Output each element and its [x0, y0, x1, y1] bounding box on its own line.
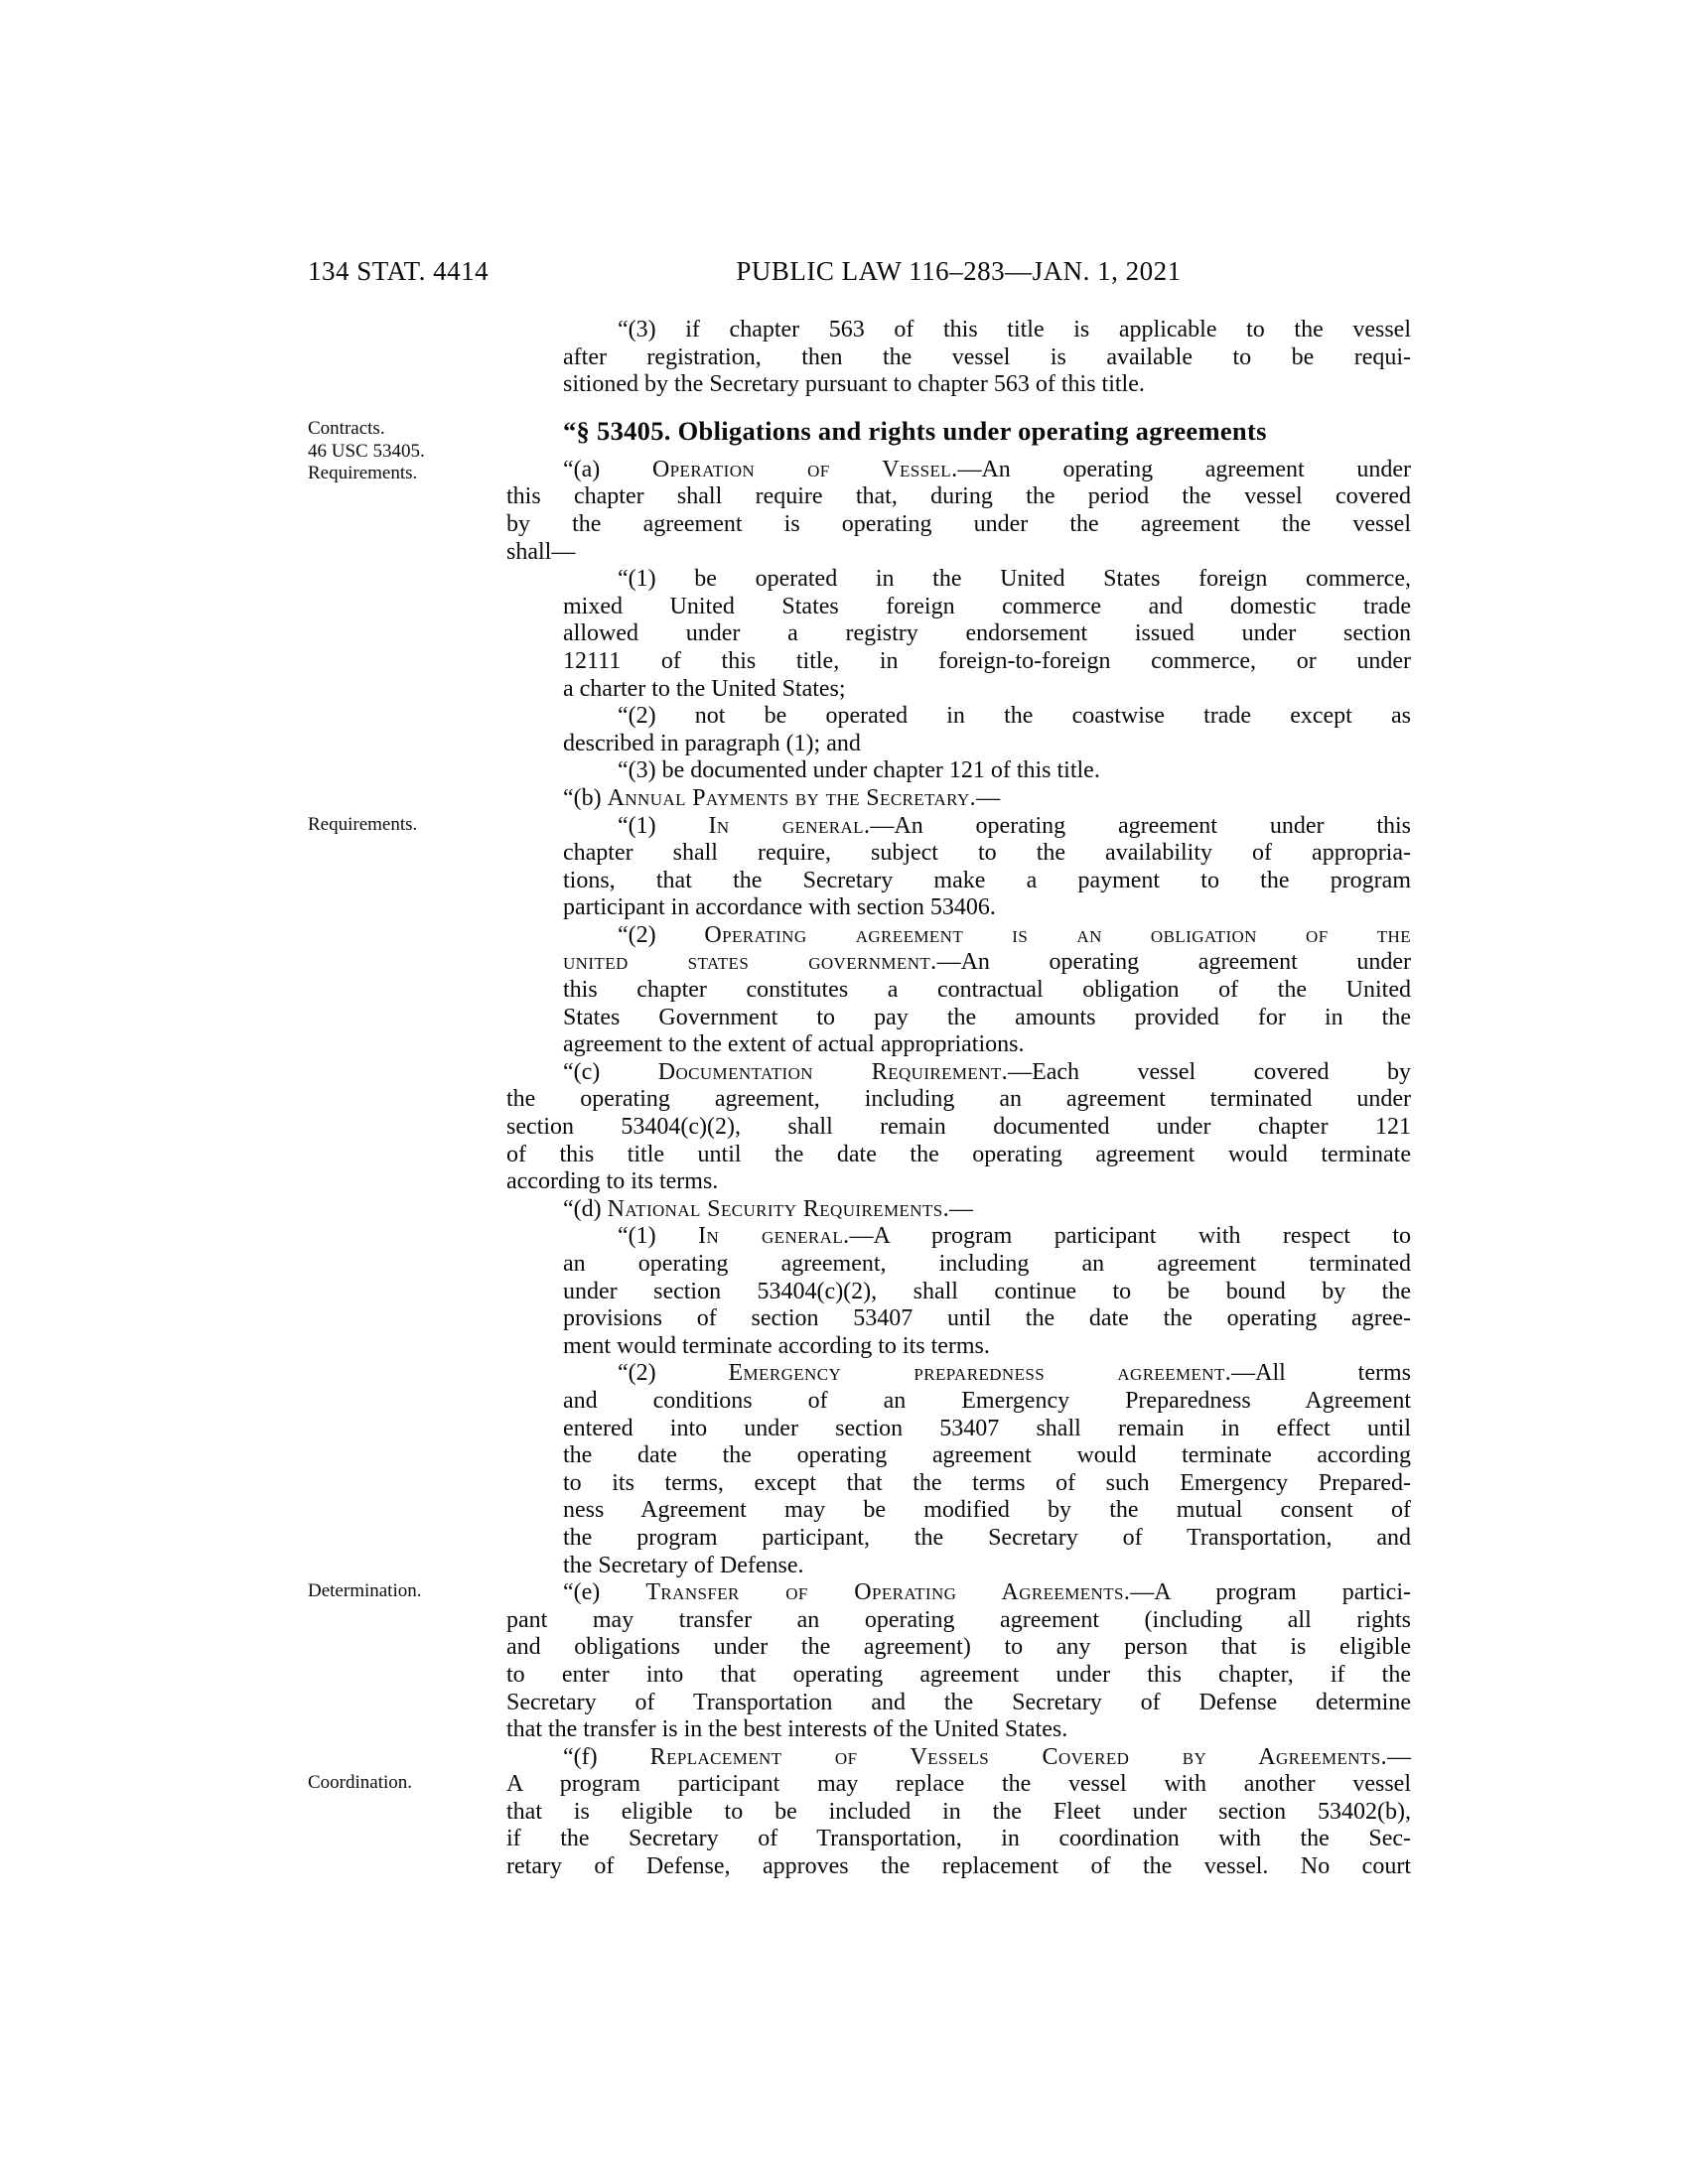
paragraph — [506, 457, 1411, 566]
text-line: Secretary of Transportation and the Secretary of Defense determine — [506, 1689, 1411, 1715]
text-line: and conditions of an Emergency Preparedness Agreement — [563, 1387, 1411, 1414]
text-line: to its terms, except that the terms of such Emergency Prepared- — [563, 1469, 1411, 1496]
text-line: States Government to pay the amounts provided for in the — [563, 1004, 1411, 1030]
text-line: chapter shall require, subject to the availability of appropria- — [563, 840, 1411, 867]
text-line: united states government.—An operating agreement under — [563, 949, 1411, 976]
text-line: “(3) be documented under chapter 121 of this title. — [618, 757, 1100, 784]
text-line: pant may transfer an operating agreement (including all rights — [506, 1606, 1411, 1633]
text-line: participant in accordance with section 53406. — [563, 894, 996, 921]
paragraph — [506, 757, 1411, 785]
paragraph — [506, 317, 1411, 399]
text-line: and obligations under the agreement) to any person that is eligible — [506, 1634, 1411, 1661]
text-line: the operating agreement, including an agreement terminated under — [506, 1086, 1411, 1113]
text-line: “(b) Annual Payments by the Secretary.— — [563, 784, 1001, 811]
text-line: if the Secretary of Transportation, in coordination with the Sec- — [506, 1826, 1411, 1852]
text-line: “(2) Operating agreement is an obligation of the — [618, 921, 1411, 948]
section-heading — [506, 416, 1411, 446]
text-line: sitioned by the Secretary pursuant to chapter 563 of this title. — [563, 371, 1145, 398]
text-line: the program participant, the Secretary of Transportation, and — [563, 1524, 1411, 1551]
paragraph — [506, 1744, 1411, 1881]
paragraph — [506, 922, 1411, 1059]
text-line: the date the operating agreement would terminate according — [563, 1442, 1411, 1469]
paragraph — [506, 813, 1411, 922]
text-line: allowed under a registry endorsement issued under section — [563, 620, 1411, 647]
paragraph — [506, 1360, 1411, 1579]
margin-note-line: Determination. — [308, 1580, 422, 1601]
text-line: provisions of section 53407 until the date the operating agree- — [563, 1305, 1411, 1332]
text-line: “(e) Transfer of Operating Agreements.—A program partici- — [563, 1579, 1411, 1606]
text-line: retary of Defense, approves the replacement of the vessel. No court — [506, 1853, 1411, 1880]
text-line: under section 53404(c)(2), shall continue to be bound by the — [563, 1278, 1411, 1304]
margin-note-line: Requirements. — [308, 463, 418, 483]
text-line: agreement to the extent of actual appropriations. — [563, 1031, 1025, 1058]
text-line: that is eligible to be included in the Fleet under section 53402(b), — [506, 1798, 1411, 1825]
text-line: 12111 of this title, in foreign-to-foreign commerce, or under — [563, 647, 1411, 674]
text-line: the Secretary of Defense. — [563, 1552, 804, 1578]
text-line: shall— — [506, 538, 576, 565]
text-line: “(1) In general.—A program participant with respect to — [618, 1223, 1412, 1250]
text-line: section 53404(c)(2), shall remain documented under chapter 121 — [506, 1114, 1411, 1141]
text-line: “(1) be operated in the United States foreign commerce, — [618, 566, 1411, 593]
text-line: entered into under section 53407 shall remain in effect until — [563, 1415, 1411, 1441]
paragraph — [506, 1223, 1411, 1360]
public-law-running-head: PUBLIC LAW 116–283—JAN. 1, 2021 — [736, 256, 1182, 286]
text-line: by the agreement is operating under the agreement the vessel — [506, 510, 1411, 537]
paragraph — [506, 566, 1411, 703]
stat-page-number: 134 STAT. 4414 — [308, 256, 490, 286]
margin-note-line: 46 USC 53405. — [308, 440, 425, 462]
text-line: “(a) Operation of Vessel.—An operating agreement under — [563, 456, 1411, 482]
margin-note-requirements — [308, 814, 498, 837]
margin-note-line: Requirements. — [308, 814, 418, 835]
text-line: mixed United States foreign commerce and domestic trade — [563, 593, 1411, 619]
text-line: “(c) Documentation Requirement.—Each vessel covered by — [563, 1058, 1411, 1085]
paragraph — [506, 1579, 1411, 1744]
text-line: “(d) National Security Requirements.— — [563, 1195, 973, 1222]
text-line: described in paragraph (1); and — [563, 730, 861, 756]
margin-note-line: Coordination. — [308, 1772, 413, 1793]
text-line: ment would terminate according to its terms. — [563, 1332, 990, 1359]
text-line: after registration, then the vessel is available to be requi- — [563, 343, 1411, 370]
text-line: “(f) Replacement of Vessels Covered by Agreements.— — [563, 1743, 1411, 1770]
margin-note-coordination — [308, 1772, 498, 1795]
text-line: according to its terms. — [506, 1168, 719, 1195]
text-line: “(2) not be operated in the coastwise trade except as — [618, 703, 1411, 730]
text-line: a charter to the United States; — [563, 675, 846, 702]
text-line: that the transfer is in the best interests of the United States. — [506, 1716, 1068, 1743]
document-body — [506, 317, 1411, 1881]
text-line: “(2) Emergency preparedness agreement.—All terms — [618, 1360, 1411, 1387]
text-line: “(3) if chapter 563 of this title is applicable to the vessel — [618, 317, 1411, 342]
paragraph — [506, 1196, 1411, 1224]
margin-note-contracts — [308, 418, 498, 485]
text-line: this chapter constitutes a contractual obligation of the United — [563, 977, 1411, 1004]
text-line: this chapter shall require that, during the period the vessel covered — [506, 483, 1411, 510]
text-line: A program participant may replace the vessel with another vessel — [506, 1771, 1411, 1798]
margin-note-line: Contracts. — [308, 418, 385, 439]
margin-note-determination — [308, 1580, 498, 1603]
text-line: “(1) In general.—An operating agreement under this — [618, 812, 1411, 839]
text-line: an operating agreement, including an agreement terminated — [563, 1251, 1411, 1277]
paragraph — [506, 785, 1411, 813]
text-line: of this title until the date the operating agreement would terminate — [506, 1141, 1411, 1167]
paragraph — [506, 1059, 1411, 1196]
text-line: tions, that the Secretary make a payment to the program — [563, 867, 1411, 893]
paragraph — [506, 703, 1411, 757]
text-line: to enter into that operating agreement under this chapter, if the — [506, 1661, 1411, 1688]
text-line: “§ 53405. Obligations and rights under operating agreements — [563, 415, 1267, 446]
text-line: ness Agreement may be modified by the mutual consent of — [563, 1497, 1411, 1524]
